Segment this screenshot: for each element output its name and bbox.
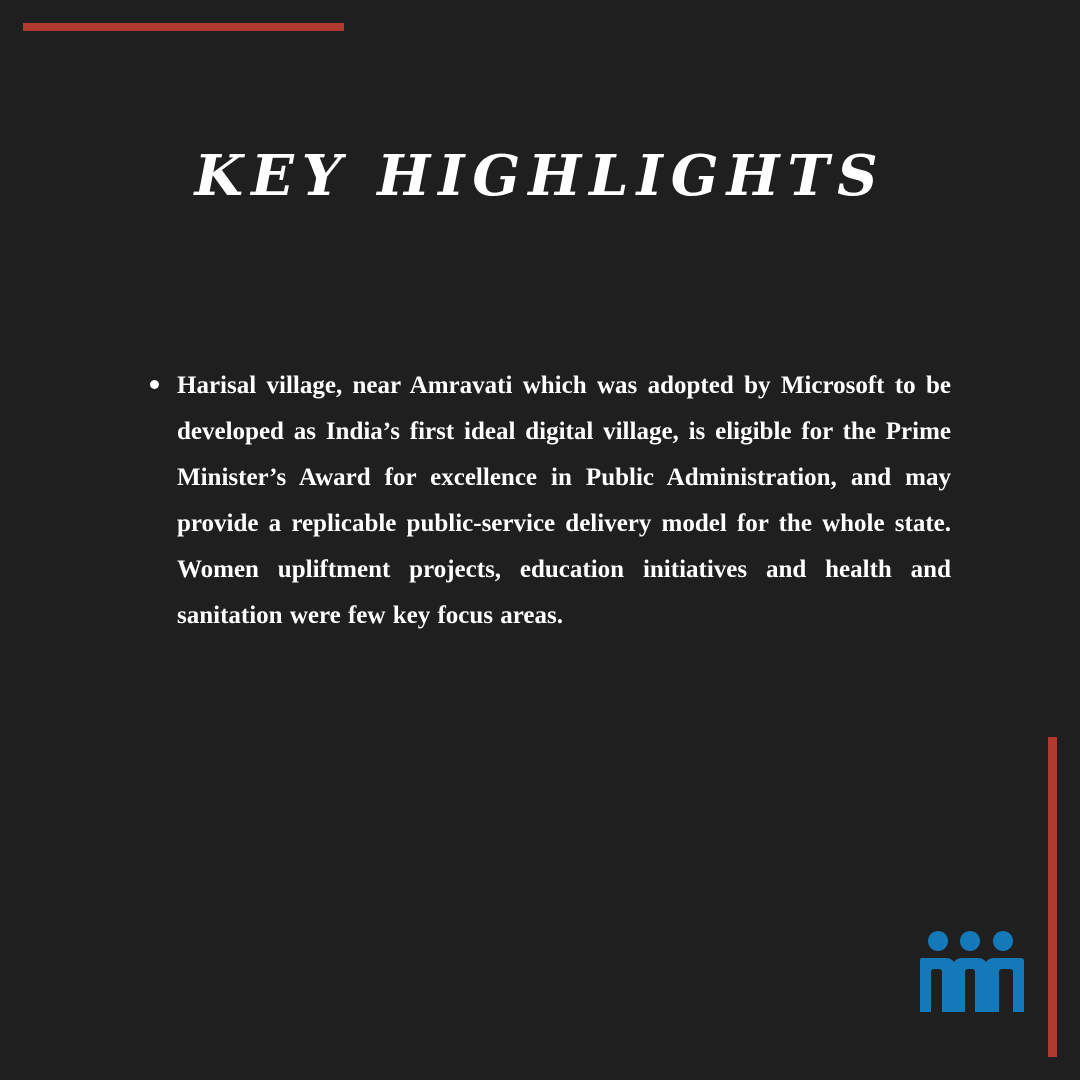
page-title: KEY HIGHLIGHTS <box>194 143 886 209</box>
three-people-logo-icon <box>918 928 1026 1014</box>
right-accent-line <box>1048 737 1057 1057</box>
top-accent-line <box>23 23 344 31</box>
highlights-list <box>145 363 951 639</box>
list-item <box>145 363 951 639</box>
highlight-text: Harisal village, near Amravati which was adopted by Microsoft to be developed as India’s first ideal digital village, is eligible for the Prime Minister’s Award for excellence in Public Administration, and may provide a replicable public-service delivery model for the whole state. Women upliftment projects, education initiatives and health and sanitation were few key focus areas. <box>177 372 951 629</box>
bullet-icon <box>150 380 159 389</box>
